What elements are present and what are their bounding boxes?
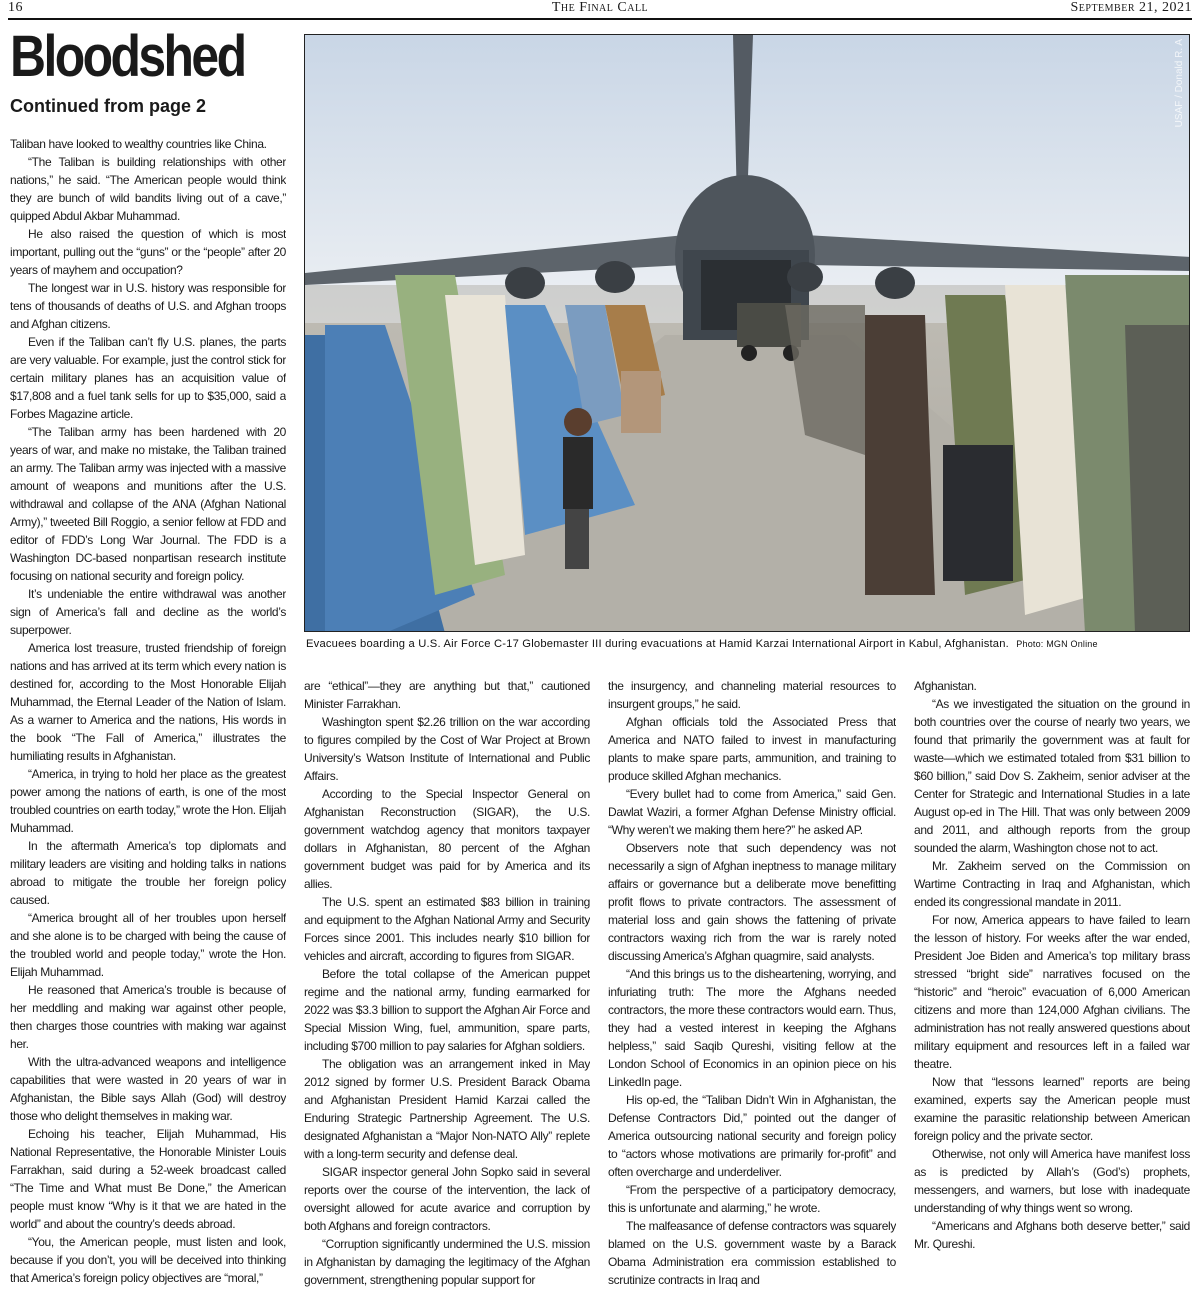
news-photo xyxy=(304,34,1190,632)
evacuation-scene-illustration xyxy=(305,35,1190,632)
paragraph: “The Taliban army has been hardened with 20 years of war, and make no mistake, the Taliban trained an army. The Taliban army was injected with a massive amount of weapons and munitions after the U.S. withdrawal and collapse of the ANA (Afghan National Army),” tweeted Bill Roggio, a senior fellow at FDD and editor of FDD’s Long War Journal. The FDD is a Washington DC-based nonpartisan research institute focusing on national security and foreign policy. xyxy=(10,425,286,583)
paragraph: Taliban have looked to wealthy countries like China. xyxy=(10,137,267,151)
issue-date: September 21, 2021 xyxy=(1070,0,1192,15)
paragraph: Afghanistan. xyxy=(914,679,977,693)
paragraph: He also raised the question of which is most important, pulling out the “guns” or the “people” after 20 years of mayhem and occupation? xyxy=(10,227,286,277)
paragraph: Afghan officials told the Associated Press that America and NATO failed to invest in manufacturing plants to make spare parts, ammunition, and training to produce skilled Afghan mechanics. xyxy=(608,715,896,783)
paragraph: “As we investigated the situation on the ground in both countries over the course of nearly two years, we found that primarily the government was at fault for waste—which we estimated totaled from $31 billion to $60 billion,” said Dov S. Zakheim, senior adviser at the Center for Strategic and International Studies in a late August op-ed in The Hill. That was only between 2009 and 2011, and although reports from the group sounded the alarm, Washington chose not to act. xyxy=(914,697,1190,855)
paragraph: His op-ed, the “Taliban Didn’t Win in Afghanistan, the Defense Contractors Did,” pointed out the danger of America outsourcing national security and foreign policy to “actors whose motivations are primarily for-profit” and often overcharge and underdeliver. xyxy=(608,1093,896,1179)
paragraph: “And this brings us to the disheartening, worrying, and infuriating truth: The more the Afghans needed contractors, the more these contractors would earn. Thus, they had a vested interest in keeping the Afghans helpless,” said Saqib Qureshi, visiting fellow at the London School of Economics in an opinion piece on his LinkedIn page. xyxy=(608,967,896,1089)
paragraph: It’s undeniable the entire withdrawal was another sign of America’s fall and decline as the world’s superpower. xyxy=(10,587,286,637)
page-number: 16 xyxy=(8,0,23,15)
paragraph: The obligation was an arrangement inked in May 2012 signed by former U.S. President Barack Obama and Afghanistan President Hamid Karzai called the Enduring Strategic Partnership Agreement. The U.S. designated Afghanistan a “Major Non-NATO Ally” replete with a long-term security and defense deal. xyxy=(304,1057,590,1161)
paragraph: Before the total collapse of the American puppet regime and the national army, funding earmarked for 2022 was $3.3 billion to support the Afghan Air Force and Special Mission Wing, fuel, ammunition, spare parts, including $700 million to pay salaries for Afghan soldiers. xyxy=(304,967,590,1053)
headline: Bloodshed xyxy=(10,24,245,89)
paragraph: SIGAR inspector general John Sopko said in several reports over the course of the intervention, the lack of oversight allowed for acute avarice and corruption by both Afghans and foreign contractors. xyxy=(304,1165,590,1233)
paragraph: Washington spent $2.26 trillion on the war according to figures compiled by the Cost of War Project at Brown University’s Watson Institute of International and Public Affairs. xyxy=(304,715,590,783)
publication-name: The Final Call xyxy=(551,0,649,15)
paragraph: The malfeasance of defense contractors was squarely blamed on the U.S. government waste by a Barack Obama Administration era commission established to scrutinize contracts in Iraq and xyxy=(608,1219,896,1287)
caption-text: Evacuees boarding a U.S. Air Force C-17 Globemaster III during evacuations at Hamid Karzai International Airport in Kabul, Afghanistan. xyxy=(306,638,1009,650)
paragraph: the insurgency, and channeling material resources to insurgent groups,” he said. xyxy=(608,679,896,711)
paragraph: The longest war in U.S. history was responsible for tens of thousands of deaths of U.S. and Afghan troops and Afghan citizens. xyxy=(10,281,286,331)
paragraph: He reasoned that America’s trouble is because of her meddling and making war against other people, then charges those countries with making war against her. xyxy=(10,983,286,1051)
photo-credit-vertical: USAF / Donald R. A xyxy=(1174,39,1185,128)
article-column-3 xyxy=(608,677,896,1297)
paragraph: “You, the American people, must listen and look, because if you don’t, you will be deceived into thinking that America’s foreign policy objectives are “moral,” xyxy=(10,1235,286,1285)
paragraph: “Every bullet had to come from America,” said Gen. Dawlat Waziri, a former Afghan Defense Ministry official. “Why weren’t we making them here?” he asked AP. xyxy=(608,787,896,837)
paragraph: “Corruption significantly undermined the U.S. mission in Afghanistan by damaging the legitimacy of the Afghan government, strengthening popular support for xyxy=(304,1237,590,1287)
paragraph: The U.S. spent an estimated $83 billion in training and equipment to the Afghan National Army and Security Forces since 2001. This includes nearly $10 billion for vehicles and aircraft, according to figures from SIGAR. xyxy=(304,895,590,963)
masthead-bar xyxy=(8,0,1192,20)
article-column-1 xyxy=(10,135,286,1295)
paragraph: “The Taliban is building relationships with other nations,” he said. “The American people would think they are bunch of wild bandits living out of a cave,” quipped Abdul Akbar Muhammad. xyxy=(10,155,286,223)
paragraph: “Americans and Afghans both deserve better,” said Mr. Qureshi. xyxy=(914,1219,1190,1251)
paragraph: “From the perspective of a participatory democracy, this is unfortunate and alarming,” he wrote. xyxy=(608,1183,896,1215)
paragraph: For now, America appears to have failed to learn the lesson of history. For weeks after the war ended, President Joe Biden and America’s top military brass stressed “bright side” narratives focused on the “historic” and “heroic” evacuation of 6,000 American citizens and more than 124,000 Afghan civilians. The administration has not really answered questions about military equipment and resources left in a failed war theatre. xyxy=(914,913,1190,1071)
paragraph: America lost treasure, trusted friendship of foreign nations and has arrived at its term which every nation is destined for, according to the Most Honorable Elijah Muhammad, the Eternal Leader of the Nation of Islam. As a warner to America and the nations, His words in the book “The Fall of America,” illustrates the humiliating results in Afghanistan. xyxy=(10,641,286,763)
article-column-2 xyxy=(304,677,590,1297)
photo-caption xyxy=(306,638,1190,650)
paragraph: Observers note that such dependency was not necessarily a sign of Afghan ineptness to manage military affairs or governance but a deliberate move benefitting profit flows to private contractors. The assessment of material loss and gain shows the fattening of private contractors waxing rich from the war is rarely noted discussing America’s Afghan quagmire, said analysts. xyxy=(608,841,896,963)
paragraph: Now that “lessons learned” reports are being examined, experts say the American people must examine the parasitic relationship between American foreign policy and the private sector. xyxy=(914,1075,1190,1143)
photo-credit: Photo: MGN Online xyxy=(1016,639,1098,649)
paragraph: Mr. Zakheim served on the Commission on Wartime Contracting in Iraq and Afghanistan, which ended its congressional mandate in 2011. xyxy=(914,859,1190,909)
paragraph: According to the Special Inspector General on Afghanistan Reconstruction (SIGAR), the U.S. government watchdog agency that monitors taxpayer dollars in Afghanistan, 80 percent of the Afghan government budget was paid for by America and its allies. xyxy=(304,787,590,891)
continuation-line: Continued from page 2 xyxy=(10,96,207,116)
paragraph: Otherwise, not only will America have manifest loss as is predicted by Allah’s (God’s) prophets, messengers, and warners, but lose with inadequate understanding of why things went so wrong. xyxy=(914,1147,1190,1215)
paragraph: With the ultra-advanced weapons and intelligence capabilities that were wasted in 20 years of war in Afghanistan, the Bible says Allah (God) will destroy those who delight themselves in making war. xyxy=(10,1055,286,1123)
paragraph: In the aftermath America’s top diplomats and military leaders are visiting and holding talks in nations abroad to mitigate the trouble her foreign policy caused. xyxy=(10,839,286,907)
paragraph: “America, in trying to hold her place as the greatest power among the nations of earth, is one of the most troubled countries on earth today,” wrote the Hon. Elijah Muhammad. xyxy=(10,767,286,835)
paragraph: are “ethical”—they are anything but that,” cautioned Minister Farrakhan. xyxy=(304,679,590,711)
article-column-4 xyxy=(914,677,1190,1297)
paragraph: Even if the Taliban can’t fly U.S. planes, the parts are very valuable. For example, just the control stick for certain military planes has an acquisition value of $17,808 and a fuel tank sells for up to $35,000, said a Forbes Magazine article. xyxy=(10,335,286,421)
paragraph: Echoing his teacher, Elijah Muhammad, His National Representative, the Honorable Minister Louis Farrakhan, said during a 52-week broadcast called “The Time and What must Be Done,” the American people must know “Why is it that we are hated in the world” and about the country’s deeds abroad. xyxy=(10,1127,286,1231)
paragraph: “America brought all of her troubles upon herself and she alone is to be charged with being the cause of the troubled world and people today,” wrote the Hon. Elijah Muhammad. xyxy=(10,911,286,979)
